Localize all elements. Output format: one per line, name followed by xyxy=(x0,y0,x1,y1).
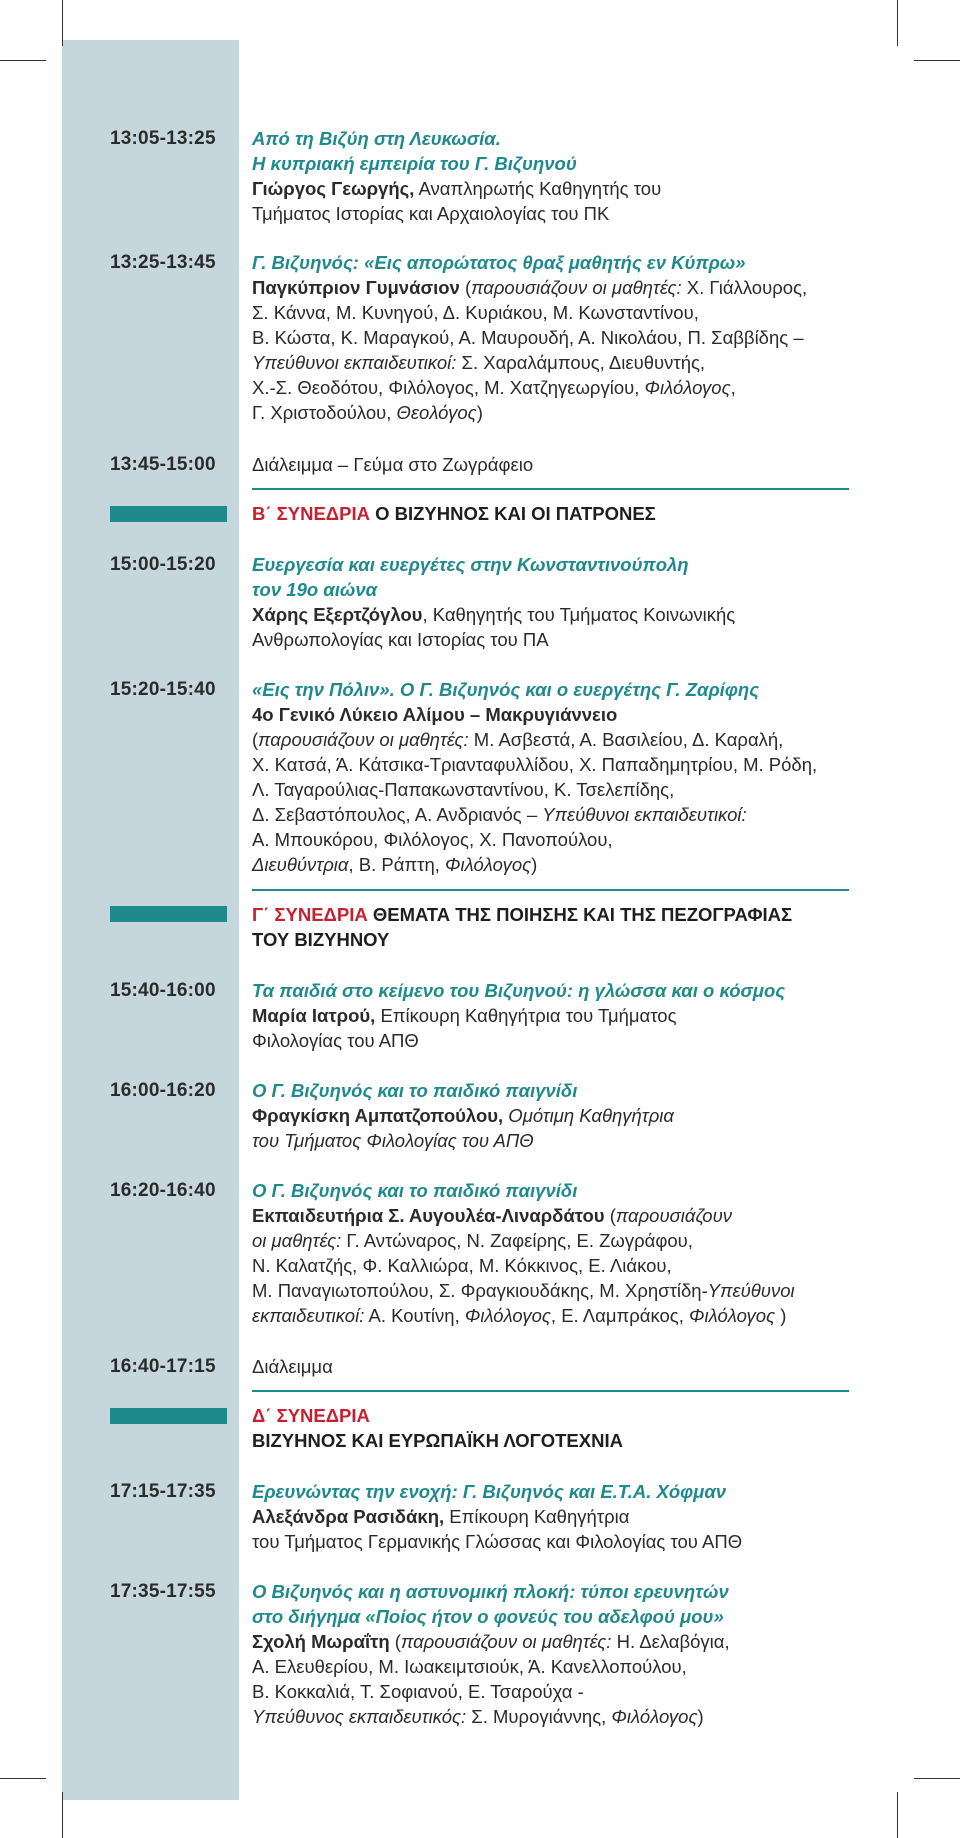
time-slot: 16:40-17:15 xyxy=(110,1356,216,1377)
talk-title: Ο Γ. Βιζυηνός και το παιδικό παιγνίδι xyxy=(252,1180,578,1201)
text: Φιλόλογος xyxy=(644,377,731,398)
session-title: ΘΕΜΑΤΑ ΤΗΣ ΠΟΙΗΣΗΣ ΚΑΙ ΤΗΣ ΠΕΖΟΓΡΑΦΙΑΣ xyxy=(367,904,793,925)
text: Μ. Ασβεστά, Α. Βασιλείου, Δ. Καραλή, xyxy=(468,729,784,750)
speaker-role: Τμήματος Ιστορίας και Αρχαιολογίας του ΠΚ xyxy=(252,203,610,224)
text: Υπεύθυνος εκπαιδευτικός: xyxy=(252,1706,467,1727)
session-heading xyxy=(252,902,792,952)
text: Υπεύθυνοι εκπαιδευτικοί: xyxy=(252,352,457,373)
text: παρουσιάζουν οι μαθητές: xyxy=(471,277,682,298)
time-slot: 15:20-15:40 xyxy=(110,679,216,700)
participants-line: Α. Μπουκόρου, Φιλόλογος, Χ. Πανοπούλου, xyxy=(252,829,613,850)
text: Γ. Χριστοδούλου, xyxy=(252,402,397,423)
time-slot: 16:20-16:40 xyxy=(110,1180,216,1201)
time-slot: 17:35-17:55 xyxy=(110,1581,216,1602)
crop-mark xyxy=(0,1778,46,1779)
school-name: 4ο Γενικό Λύκειο Αλίμου – Μακρυγιάννειο xyxy=(252,704,618,725)
text: , xyxy=(730,377,736,398)
section-rule xyxy=(252,1390,849,1392)
text: ( xyxy=(389,1631,401,1652)
participants-line: Χ. Κατσά, Ά. Κάτσικα-Τριανταφυλλίδου, Χ. Παπαδημητρίου, Μ. Ρόδη, xyxy=(252,754,818,775)
speaker-role: του Τμήματος Γερμανικής Γλώσσας και Φιλολογίας του ΑΠΘ xyxy=(252,1531,743,1552)
speaker-name: Χάρης Εξερτζόγλου xyxy=(252,604,423,625)
text: Φιλόλογος xyxy=(445,854,532,875)
talk-title: τον 19ο αιώνα xyxy=(252,579,378,600)
talk-title: «Εις την Πόλιν». Ο Γ. Βιζυηνός και ο ευεργέτης Γ. Ζαρίφης xyxy=(252,679,759,700)
time-slot: 13:45-15:00 xyxy=(110,454,216,475)
text: Μ. Παναγιωτοπούλου, Σ. Φραγκιουδάκης, Μ. Χρηστίδη- xyxy=(252,1280,708,1301)
talk-title: Ο Βιζυηνός και η αστυνομική πλοκή: τύποι ερευνητών xyxy=(252,1581,729,1602)
text: Γ. Αντώναρος, Ν. Ζαφείρης, Ε. Ζωγράφου, xyxy=(341,1230,693,1251)
session-label: Β΄ ΣΥΝΕΔΡΙΑ xyxy=(252,503,370,524)
text: Σ. Χαραλάμπους, Διευθυντής, xyxy=(456,352,706,373)
speaker-role: του Τμήματος Φιλολογίας του ΑΠΘ xyxy=(252,1130,534,1151)
text: ( xyxy=(604,1205,616,1226)
talk-title: Τα παιδιά στο κείμενο του Βιζυηνού: η γλώσσα και ο κόσμος xyxy=(252,980,786,1001)
time-slot: 15:40-16:00 xyxy=(110,980,216,1001)
talk-title: στο διήγημα «Ποίος ήτον ο φονεύς του αδελφού μου» xyxy=(252,1606,724,1627)
crop-mark xyxy=(0,60,46,61)
text: Α. Κουτίνη, xyxy=(364,1305,465,1326)
text: Υπεύθυνοι xyxy=(707,1280,795,1301)
participants-line: Β. Κώστα, Κ. Μαραγκού, Α. Μαυρουδή, Α. Νικολάου, Π. Σαββίδης – xyxy=(252,327,804,348)
text: ( xyxy=(459,277,472,298)
speaker-name: Μαρία Ιατρού, xyxy=(252,1005,376,1026)
text: Η. Δελαβόγια, xyxy=(611,1631,730,1652)
participants-line: Α. Ελευθερίου, Μ. Ιωακειμτσιούκ, Ά. Κανελλοπούλου, xyxy=(252,1656,687,1677)
text: ) xyxy=(476,402,483,423)
text: ( xyxy=(252,729,259,750)
text: ) xyxy=(697,1706,704,1727)
session-title: Ο ΒΙΖΥΗΝΟΣ ΚΑΙ ΟΙ ΠΑΤΡΟΝΕΣ xyxy=(369,503,656,524)
talk-title: Ερευνώντας την ενοχή: Γ. Βιζυηνός και Ε.Τ.Α. Χόφμαν xyxy=(252,1481,727,1502)
break-text: Διάλειμμα – Γεύμα στο Ζωγράφειο xyxy=(252,454,534,475)
text: Θεολόγος xyxy=(396,402,477,423)
text: Φιλόλογος xyxy=(464,1305,551,1326)
text: οι μαθητές: xyxy=(252,1230,342,1251)
text: Χ.-Σ. Θεοδότου, Φιλόλογος, Μ. Χατζηγεωργίου, xyxy=(252,377,645,398)
participants-line: Σ. Κάννα, Μ. Κυνηγού, Δ. Κυριάκου, Μ. Κωνσταντίνου, xyxy=(252,302,699,323)
text: Φιλόλογος xyxy=(611,1706,698,1727)
time-slot: 13:05-13:25 xyxy=(110,128,216,149)
text: Φιλόλογος xyxy=(689,1305,776,1326)
talk-title: Γ. Βιζυηνός: «Εις απορώτατος θραξ μαθητής εν Κύπρω» xyxy=(252,252,746,273)
school-name: Εκπαιδευτήρια Σ. Αυγουλέα-Λιναρδάτου xyxy=(252,1205,605,1226)
speaker-role: Επίκουρη Καθηγήτρια xyxy=(444,1506,630,1527)
text: Σ. Μυρογιάννης, xyxy=(466,1706,612,1727)
session-bar xyxy=(110,906,227,922)
time-slot: 13:25-13:45 xyxy=(110,252,216,273)
text: Υπεύθυνοι εκπαιδευτικοί: xyxy=(542,804,747,825)
speaker-role: , Καθηγητής του Τμήματος Κοινωνικής xyxy=(422,604,736,625)
crop-mark xyxy=(62,0,63,46)
text: , Ε. Λαμπράκος, xyxy=(550,1305,690,1326)
talk-title: Ευεργεσία και ευεργέτες στην Κωνσταντινούπολη xyxy=(252,554,689,575)
participants-line: Ν. Καλατζής, Φ. Καλλιώρα, Μ. Κόκκινος, Ε. Λιάκου, xyxy=(252,1255,672,1276)
speaker-name: Αλεξάνδρα Ρασιδάκη, xyxy=(252,1506,445,1527)
session-title: ΤΟΥ ΒΙΖΥΗΝΟΥ xyxy=(252,929,390,950)
time-slot: 17:15-17:35 xyxy=(110,1481,216,1502)
text: , Β. Ράπτη, xyxy=(348,854,446,875)
talk-title: Από τη Βιζύη στη Λευκωσία. xyxy=(252,128,501,149)
section-rule xyxy=(252,889,849,891)
session-label: Δ΄ ΣΥΝΕΔΡΙΑ xyxy=(252,1405,370,1426)
text: παρουσιάζουν οι μαθητές: xyxy=(400,1631,612,1652)
speaker-name: Φραγκίσκη Αμπατζοπούλου, xyxy=(252,1105,504,1126)
text: εκπαιδευτικοί: xyxy=(252,1305,365,1326)
speaker-role: Ομότιμη Καθηγήτρια xyxy=(503,1105,674,1126)
participants-line: Λ. Ταγαρούλιας-Παπακωνσταντίνου, Κ. Τσελεπίδης, xyxy=(252,779,675,800)
session-heading xyxy=(252,1403,623,1453)
session-title: ΒΙΖΥΗΝΟΣ ΚΑΙ ΕΥΡΩΠΑΪΚΗ ΛΟΓΟΤΕΧΝΙΑ xyxy=(252,1430,623,1451)
text: Χ. Γιάλλουρος, xyxy=(681,277,808,298)
session-bar xyxy=(110,1408,227,1424)
crop-mark xyxy=(914,60,960,61)
text: ) xyxy=(775,1305,787,1326)
text: Δ. Σεβαστόπουλος, Α. Ανδριανός – xyxy=(252,804,543,825)
participants-line: Β. Κοκκαλιά, Τ. Σοφιανού, Ε. Τσαρούχα - xyxy=(252,1681,584,1702)
speaker-role: Φιλολογίας του ΑΠΘ xyxy=(252,1030,419,1051)
talk-title: Ο Γ. Βιζυηνός και το παιδικό παιγνίδι xyxy=(252,1080,578,1101)
crop-mark xyxy=(897,0,898,46)
break-text: Διάλειμμα xyxy=(252,1356,333,1377)
speaker-role: Αναπληρωτής Καθηγητής του xyxy=(414,178,662,199)
session-heading xyxy=(252,501,656,526)
time-slot: 16:00-16:20 xyxy=(110,1080,216,1101)
talk-title: Η κυπριακή εμπειρία του Γ. Βιζυηνού xyxy=(252,153,577,174)
speaker-role: Ανθρωπολογίας και Ιστορίας του ΠΑ xyxy=(252,629,549,650)
speaker-name: Γιώργος Γεωργής, xyxy=(252,178,415,199)
text: παρουσιάζουν xyxy=(615,1205,732,1226)
text: Διευθύντρια xyxy=(252,854,349,875)
school-name: Σχολή Μωραΐτη xyxy=(252,1631,390,1652)
text: ) xyxy=(531,854,538,875)
text: παρουσιάζουν οι μαθητές: xyxy=(258,729,469,750)
time-slot: 15:00-15:20 xyxy=(110,554,216,575)
session-bar xyxy=(110,506,227,522)
speaker-role: Επίκουρη Καθηγήτρια του Τμήματος xyxy=(375,1005,677,1026)
crop-mark xyxy=(62,1792,63,1838)
crop-mark xyxy=(897,1792,898,1838)
session-label: Γ΄ ΣΥΝΕΔΡΙΑ xyxy=(252,904,368,925)
school-name: Παγκύπριον Γυμνάσιον xyxy=(252,277,460,298)
crop-mark xyxy=(914,1778,960,1779)
section-rule xyxy=(252,488,849,490)
